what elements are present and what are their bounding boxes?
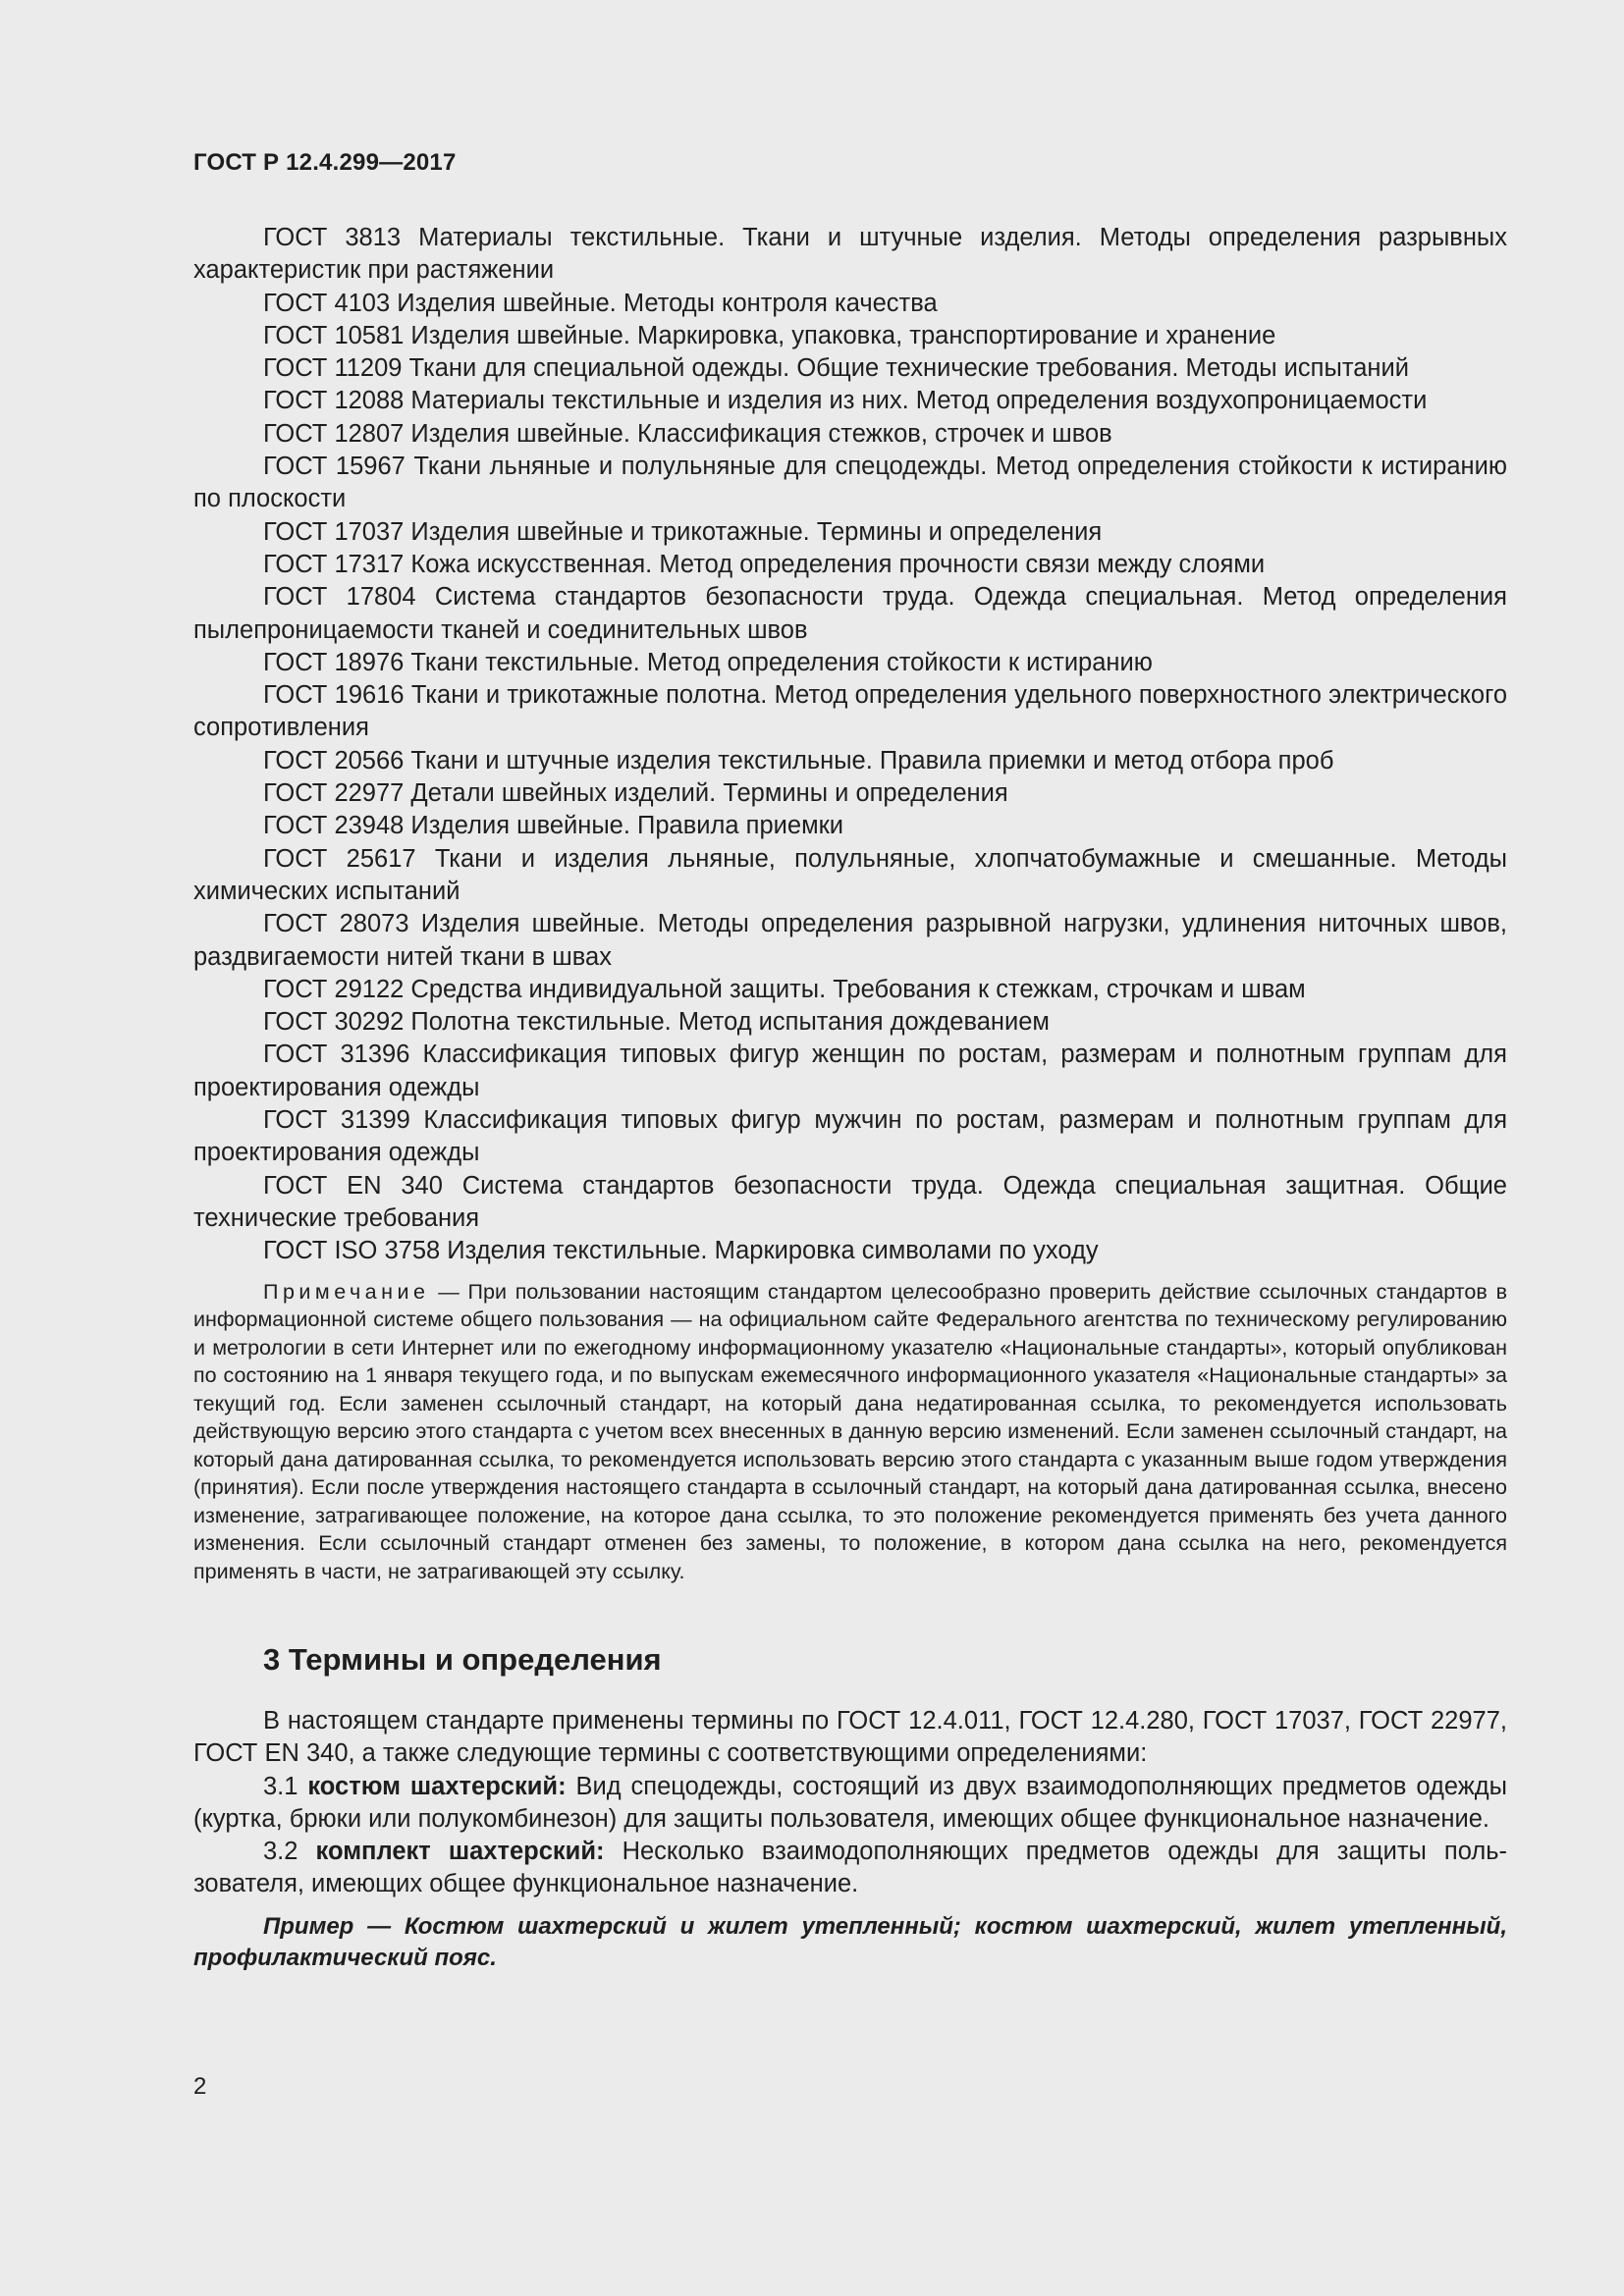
reference-item: ГОСТ 25617 Ткани и изделия льняные, полульняные, хлопчатобумажные и смешанные. Методы химических испытаний [193,844,1507,905]
note-label: Примечание [263,1279,430,1304]
reference-item: ГОСТ 20566 Ткани и штучные изделия текстильные. Правила приемки и метод отбора проб [263,746,1334,774]
reference-item: ГОСТ ISO 3758 Изделия текстильные. Маркировка символами по уходу [263,1237,1099,1265]
reference-item: ГОСТ 12807 Изделия швейные. Классификация стежков, строчек и швов [263,419,1112,448]
reference-item: ГОСТ 15967 Ткани льняные и полульняные для спецодежды. Метод определения стойкости к истиранию по плоскости [193,453,1507,513]
term-number: 3.1 [263,1772,308,1800]
page-number: 2 [193,2073,207,2100]
reference-item: ГОСТ 12088 Материалы текстильные и изделия из них. Метод определения воздухопроницаемости [263,387,1428,415]
section-heading-terms: 3 Термины и определения [263,1642,662,1677]
reference-item: ГОСТ 18976 Ткани текстильные. Метод определения стойкости к истиранию [263,648,1153,676]
reference-item: ГОСТ 4103 Изделия швейные. Методы контроля качества [263,289,938,317]
page-content [193,222,1507,1974]
term-name: костюм шахтерский: [307,1772,567,1800]
note-paragraph [193,1278,1507,1586]
term-name: комплект шахтерский: [315,1838,605,1866]
reference-item: ГОСТ 29122 Средства индивидуальной защиты. Требования к стежкам, строчкам и швам [263,975,1306,1003]
term-number: 3.2 [263,1838,316,1866]
reference-item: ГОСТ 23948 Изделия швейные. Правила приемки [263,812,844,840]
reference-item: ГОСТ 30292 Полотна текстильные. Метод испытания дождеванием [263,1008,1050,1037]
reference-item: ГОСТ 22977 Детали швейных изделий. Термины и определения [263,779,1008,808]
reference-item: ГОСТ 31399 Классификация типовых фигур мужчин по ростам, размерам и полнотным группам для проектирования одежды [193,1106,1507,1167]
normative-references-list [193,222,1507,1268]
section-intro: В настоящем стандарте применены термины по ГОСТ 12.4.011, ГОСТ 12.4.280, ГОСТ 17037, ГОСТ 22977, ГОСТ EN 340, а также следующие термины с соответствующими определениями: [193,1707,1507,1768]
reference-item: ГОСТ 17037 Изделия швейные и трикотажные. Термины и определения [263,517,1103,546]
reference-item: ГОСТ 28073 Изделия швейные. Методы определения разрывной нагрузки, удлинения ниточных швов, раздвигаемости нитей ткани в швах [193,910,1507,971]
reference-item: ГОСТ 3813 Материалы текстильные. Ткани и штучные изделия. Методы определения разрывных характеристик при растяжении [193,224,1507,285]
note-text: — При пользовании настоящим стандартом целесообразно проверить действие ссылочных стандартов в информационной системе общего пользования — на официальном сайте Федерального агентства по техническому регулированию и метрологии в сети Интернет или по ежегодному информационному указателю «Национальные стандарты», который опубликован по состоянию на 1 января текущего года, и по выпускам ежемесячного информационного указателя «Национальные стандарты» за текущий год. Если заменен ссылочный стандарт, на который дана недатированная ссылка, то рекомендуется использовать действующую версию этого стандарта с учетом всех внесенных в данную версию изменений. Если заменен ссылочный стандарт, на который дана датированная ссылка, то рекомендуется использовать версию этого стандарта с указанным выше годом утверждения (принятия). Если после утверждения настоящего стандарта в ссылочный стандарт, на который дана датированная ссылка, внесено изменение, затрагивающее положение, на которое дана ссылка, то это положение рекомендуется применять без учета данного изменения. Если ссылочный стандарт отменен без замены, то положение, в котором дана ссылка на него, рекомендуется применять в части, не затрагивающей эту ссылку. [193,1279,1507,1583]
reference-item: ГОСТ 31396 Классификация типовых фигур женщин по ростам, размерам и полнотным группам для проектирования одежды [193,1041,1507,1101]
reference-item: ГОСТ 19616 Ткани и трикотажные полотна. Метод определения удельного поверхностного электрического сопротивления [193,681,1507,742]
term-definition [193,1771,1507,1837]
term-definition [193,1836,1507,1901]
example-text: Пример — Костюм шахтерский и жилет утепленный; костюм шахтерский, жилет утепленный, профилактический пояс. [193,1912,1507,1971]
reference-item: ГОСТ 17317 Кожа искусственная. Метод определения прочности связи между слоями [263,550,1266,578]
standard-code-header: ГОСТ Р 12.4.299—2017 [193,149,457,176]
section-terms-body [193,1705,1507,1901]
reference-item: ГОСТ 10581 Изделия швейные. Маркировка, упаковка, транспортирование и хранение [263,321,1276,349]
reference-item: ГОСТ 11209 Ткани для специальной одежды. Общие технические требования. Методы испытаний [263,354,1409,383]
reference-item: ГОСТ 17804 Система стандартов безопасности труда. Одежда специальная. Метод определения пылепроницаемости тканей и соединительных швов [193,583,1507,644]
term-definition-text: Несколько взаимодополняющих предметов одежды для защиты пользователя, имеющих общее функциональное назначение. [193,1838,1508,1898]
reference-item: ГОСТ EN 340 Система стандартов безопасности труда. Одежда специальная защитная. Общие технические требования [193,1171,1507,1232]
term-definition-text: Вид спецодежды, состоящий из двух взаимодополняющих предметов одежды (куртка, брюки или полукомбинезон) для защиты пользователя, имеющих общее функциональное назначение. [193,1772,1507,1833]
